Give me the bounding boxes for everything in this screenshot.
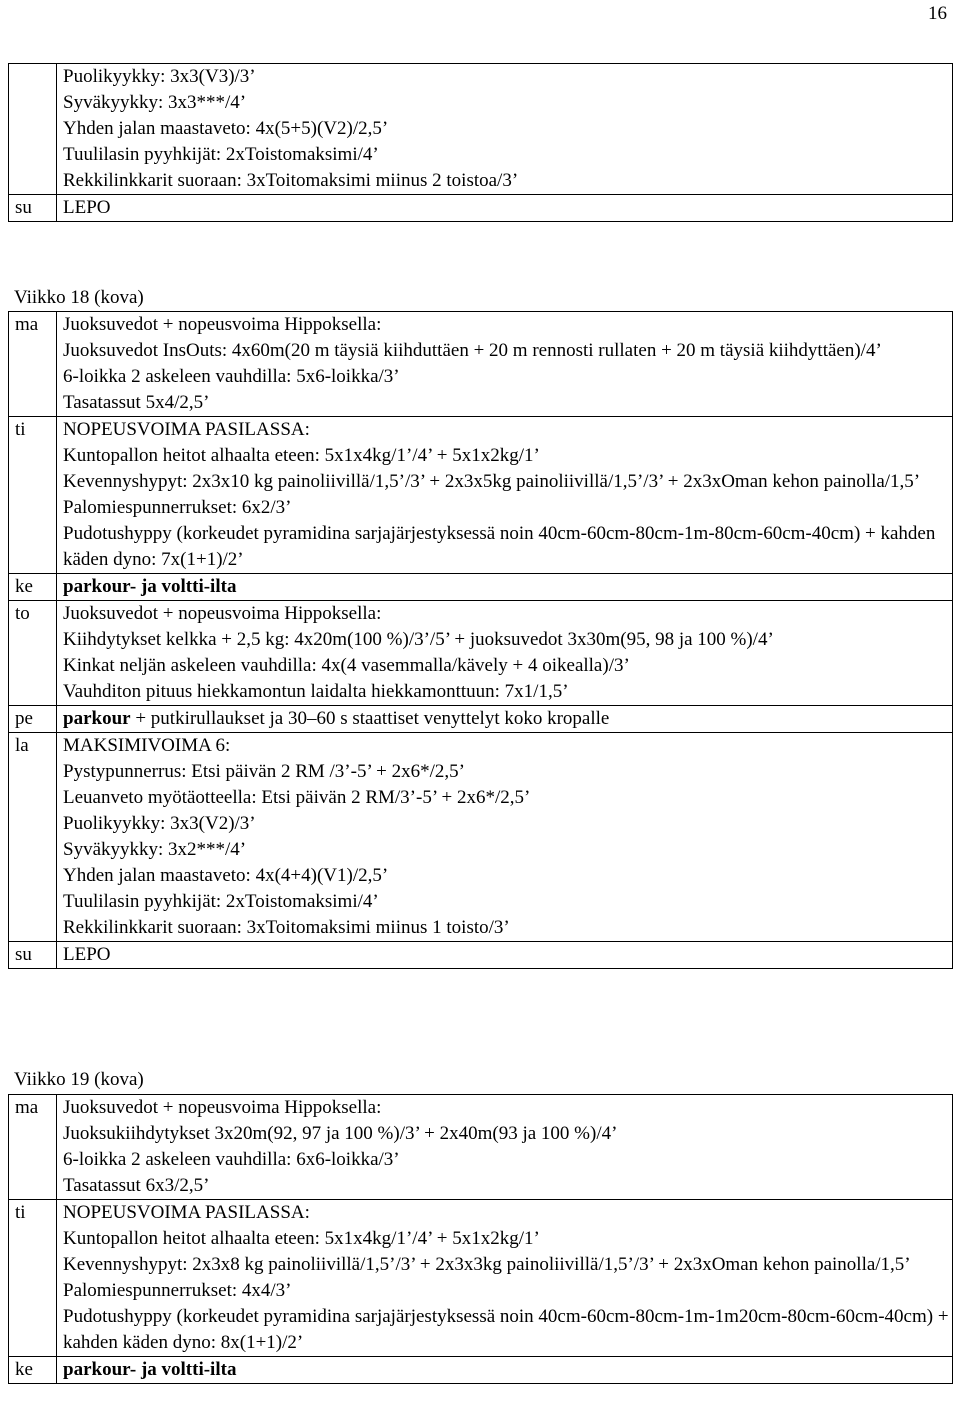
exercise-line: Kinkat neljän askeleen vauhdilla: 4x(4 vasemmalla/kävely + 4 oikealla)/3’ <box>63 655 630 676</box>
exercise-cell <box>57 195 953 222</box>
exercise-line: Yhden jalan maastaveto: 4x(4+4)(V1)/2,5’ <box>63 865 389 886</box>
day-row-su <box>9 942 953 969</box>
exercise-cell <box>57 942 953 969</box>
exercise-cell <box>57 64 953 195</box>
exercise-line: Kevennyshypyt: 2x3x8 kg painoliivillä/1,5’/3’ + 2x3x3kg painoliivillä/1,5’/3’ + 2x3xOman kehon painolla/1,5’ <box>63 1254 911 1275</box>
day-cell: ti <box>9 417 57 574</box>
exercise-line: Tuulilasin pyyhkijät: 2xToistomaksimi/4’ <box>63 144 379 165</box>
exercise-line: LEPO <box>63 944 111 965</box>
day-cell: ma <box>9 1095 57 1200</box>
exercise-line: Rekkilinkkarit suoraan: 3xToitomaksimi miinus 2 toistoa/3’ <box>63 170 519 191</box>
exercise-cell <box>57 312 953 417</box>
day-row-ti <box>9 417 953 574</box>
exercise-line: LEPO <box>63 197 111 218</box>
exercise-line: Tasatassut 5x4/2,5’ <box>63 392 210 413</box>
exercise-line: Tasatassut 6x3/2,5’ <box>63 1175 210 1196</box>
day-row-ke <box>9 1357 953 1384</box>
exercise-line: Puolikyykky: 3x3(V3)/3’ <box>63 66 256 87</box>
exercise-line: Pystypunnerrus: Etsi päivän 2 RM /3’-5’ + 2x6*/2,5’ <box>63 761 465 782</box>
exercise-cell <box>57 574 953 601</box>
exercise-cell <box>57 1200 953 1357</box>
exercise-line: Syväkyykky: 3x2***/4’ <box>63 839 247 860</box>
exercise-line: Juoksuvedot + nopeusvoima Hippoksella: <box>63 603 382 624</box>
exercise-line: parkour- ja voltti-ilta <box>63 576 237 597</box>
exercise-line: Juoksukiihdytykset 3x20m(92, 97 ja 100 %)/3’ + 2x40m(93 ja 100 %)/4’ <box>63 1123 618 1144</box>
exercise-line: Syväkyykky: 3x3***/4’ <box>63 92 247 113</box>
exercise-line: Rekkilinkkarit suoraan: 3xToitomaksimi miinus 1 toisto/3’ <box>63 917 510 938</box>
exercise-line: parkour- ja voltti-ilta <box>63 1359 237 1380</box>
exercise-line: Puolikyykky: 3x3(V2)/3’ <box>63 813 256 834</box>
exercise-cell <box>57 706 953 733</box>
schedule-table-week-18 <box>8 311 953 969</box>
exercise-line: Kiihdytykset kelkka + 2,5 kg: 4x20m(100 %)/3’/5’ + juoksuvedot 3x30m(95, 98 ja 100 %)/4’ <box>63 629 774 650</box>
exercise-line: Palomiespunnerrukset: 4x4/3’ <box>63 1280 292 1301</box>
exercise-line: Pudotushyppy (korkeudet pyramidina sarjajärjestyksessä noin 40cm-60cm-80cm-1m-1m20cm-80cm-60cm-40cm) + kahden käden dyno: 8x(1+1)/2’ <box>63 1306 949 1353</box>
exercise-cell <box>57 417 953 574</box>
day-row-ti <box>9 1200 953 1357</box>
exercise-line: 6-loikka 2 askeleen vauhdilla: 5x6-loikka/3’ <box>63 366 400 387</box>
exercise-line: Kevennyshypyt: 2x3x10 kg painoliivillä/1,5’/3’ + 2x3x5kg painoliivillä/1,5’/3’ + 2x3xOman kehon painolla/1,5’ <box>63 471 921 492</box>
schedule-table-week-19 <box>8 1094 953 1384</box>
day-cell: to <box>9 601 57 706</box>
day-cell: ti <box>9 1200 57 1357</box>
exercise-line: NOPEUSVOIMA PASILASSA: <box>63 419 310 440</box>
exercise-line: Leuanveto myötäotteella: Etsi päivän 2 RM/3’-5’ + 2x6*/2,5’ <box>63 787 531 808</box>
schedule-table-previous-week <box>8 63 953 222</box>
exercise-line: Tuulilasin pyyhkijät: 2xToistomaksimi/4’ <box>63 891 379 912</box>
day-row-ke <box>9 574 953 601</box>
exercise-line: Kuntopallon heitot alhaalta eteen: 5x1x4kg/1’/4’ + 5x1x2kg/1’ <box>63 1228 540 1249</box>
exercise-line: NOPEUSVOIMA PASILASSA: <box>63 1202 310 1223</box>
day-cell: su <box>9 942 57 969</box>
exercise-line: Kuntopallon heitot alhaalta eteen: 5x1x4kg/1’/4’ + 5x1x2kg/1’ <box>63 445 540 466</box>
day-row-pe <box>9 706 953 733</box>
exercise-line: Palomiespunnerrukset: 6x2/3’ <box>63 497 292 518</box>
day-row-to <box>9 601 953 706</box>
exercise-line: MAKSIMIVOIMA 6: <box>63 735 231 756</box>
exercise-rest: + putkirullaukset ja 30–60 s staattiset venyttelyt koko kropalle <box>130 708 610 729</box>
day-cell: su <box>9 195 57 222</box>
day-cell: ma <box>9 312 57 417</box>
day-row-ma <box>9 1095 953 1200</box>
week-18-title: Viikko 18 (kova) <box>14 287 144 308</box>
day-cell: la <box>9 733 57 942</box>
exercise-line: Pudotushyppy (korkeudet pyramidina sarjajärjestyksessä noin 40cm-60cm-80cm-1m-80cm-60cm-40cm) + kahden käden dyno: 7x(1+1)/2’ <box>63 523 936 570</box>
exercise-cell <box>57 733 953 942</box>
exercise-line <box>63 706 952 732</box>
exercise-cell <box>57 1095 953 1200</box>
exercise-line: Yhden jalan maastaveto: 4x(5+5)(V2)/2,5’ <box>63 118 389 139</box>
day-cell: ke <box>9 1357 57 1384</box>
exercise-line: 6-loikka 2 askeleen vauhdilla: 6x6-loikka/3’ <box>63 1149 400 1170</box>
exercise-line: Vauhditon pituus hiekkamontun laidalta hiekkamonttuun: 7x1/1,5’ <box>63 681 569 702</box>
day-row <box>9 64 953 195</box>
exercise-cell <box>57 1357 953 1384</box>
day-cell <box>9 64 57 195</box>
day-row-ma <box>9 312 953 417</box>
page-number: 16 <box>928 3 947 24</box>
exercise-cell <box>57 601 953 706</box>
day-cell: pe <box>9 706 57 733</box>
exercise-line: Juoksuvedot + nopeusvoima Hippoksella: <box>63 1097 382 1118</box>
day-row <box>9 195 953 222</box>
exercise-line: Juoksuvedot + nopeusvoima Hippoksella: <box>63 314 382 335</box>
day-row-la <box>9 733 953 942</box>
exercise-bold-part: parkour <box>63 708 131 729</box>
week-19-title: Viikko 19 (kova) <box>14 1069 144 1090</box>
exercise-line: Juoksuvedot InsOuts: 4x60m(20 m täysiä kiihduttäen + 20 m rennosti rullaten + 20 m täysiä kiihdyttäen)/4’ <box>63 340 882 361</box>
day-cell: ke <box>9 574 57 601</box>
